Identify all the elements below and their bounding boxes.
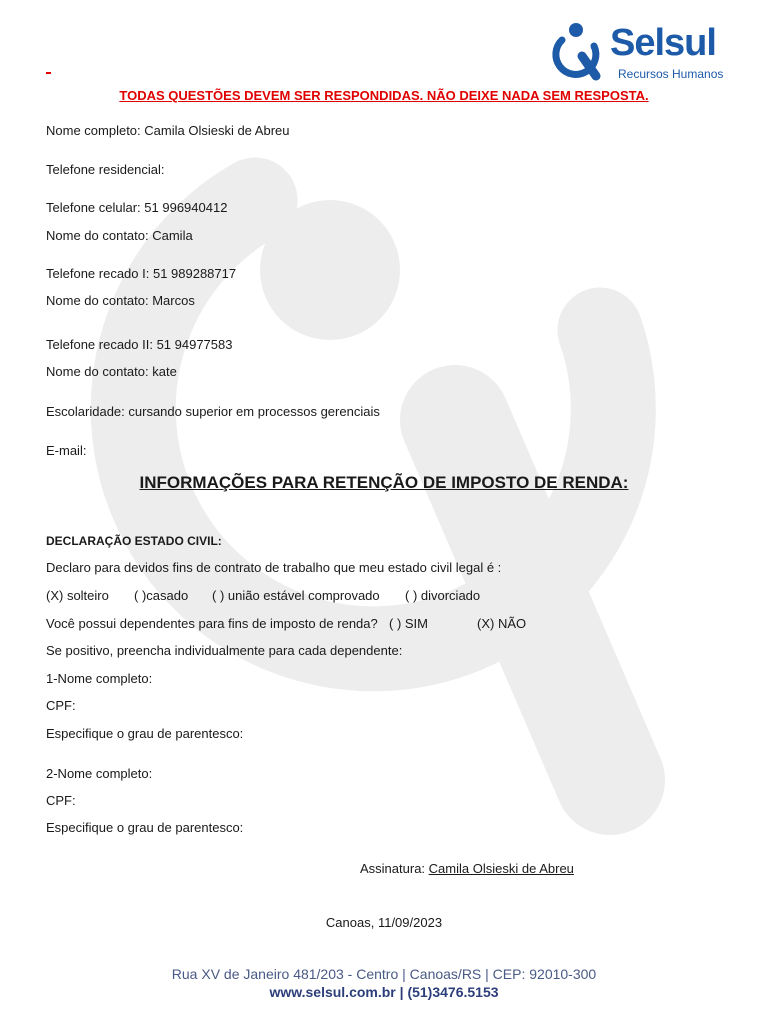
civil-status-declaration: Declaro para devidos fins de contrato de trabalho que meu estado civil legal é : (46, 560, 502, 575)
field-message-phone-2: Telefone recado II: 51 94977583 (46, 337, 233, 352)
field-contact-name-1: Nome do contato: Camila (46, 228, 193, 243)
dependent2-cpf: CPF: (46, 793, 76, 808)
brand-name: Selsul (610, 22, 716, 64)
dependent1-relationship: Especifique o grau de parentesco: (46, 726, 244, 741)
field-mobile-phone: Telefone celular: 51 996940412 (46, 200, 228, 215)
warning-text: TODAS QUESTÕES DEVEM SER RESPONDIDAS. NÃO DEIXE NADA SEM RESPOSTA. (119, 88, 649, 103)
signature-label: Assinatura: (360, 861, 426, 876)
option-nao: (X) NÃO (477, 616, 527, 631)
field-education: Escolaridade: cursando superior em processos gerenciais (46, 404, 380, 419)
red-dash (46, 72, 51, 74)
field-contact-name-2: Nome do contato: Marcos (46, 293, 195, 308)
signature-line (360, 861, 574, 877)
field-home-phone: Telefone residencial: (46, 162, 165, 177)
field-full-name: Nome completo: Camila Olsieski de Abreu (46, 123, 290, 138)
dependent2-name: 2-Nome completo: (46, 766, 153, 781)
signature-value: Camila Olsieski de Abreu (428, 861, 574, 876)
if-positive-note: Se positivo, preencha individualmente para cada dependente: (46, 643, 403, 658)
tax-section-heading: INFORMAÇÕES PARA RETENÇÃO DE IMPOSTO DE RENDA: (139, 473, 629, 492)
dependents-question: Você possui dependentes para fins de imposto de renda? (46, 616, 378, 631)
option-sim: ( ) SIM (389, 616, 428, 631)
field-contact-name-3: Nome do contato: kate (46, 364, 177, 379)
option-solteiro: (X) solteiro (46, 588, 109, 603)
brand-tagline: Recursos Humanos (618, 67, 724, 81)
footer-contact: www.selsul.com.br | (51)3476.5153 (269, 984, 499, 1000)
place-date: Canoas, 11/09/2023 (325, 915, 443, 930)
civil-status-title: DECLARAÇÃO ESTADO CIVIL: (46, 534, 222, 548)
footer-address: Rua XV de Janeiro 481/203 - Centro | Canoas/RS | CEP: 92010-300 (171, 966, 597, 982)
dependent1-cpf: CPF: (46, 698, 76, 713)
field-message-phone-1: Telefone recado I: 51 989288717 (46, 266, 237, 281)
dependent2-relationship: Especifique o grau de parentesco: (46, 820, 244, 835)
field-email: E-mail: (46, 443, 87, 458)
option-uniao-estavel: ( ) união estável comprovado (212, 588, 380, 603)
dependent1-name: 1-Nome completo: (46, 671, 153, 686)
option-divorciado: ( ) divorciado (405, 588, 481, 603)
option-casado: ( )casado (134, 588, 189, 603)
